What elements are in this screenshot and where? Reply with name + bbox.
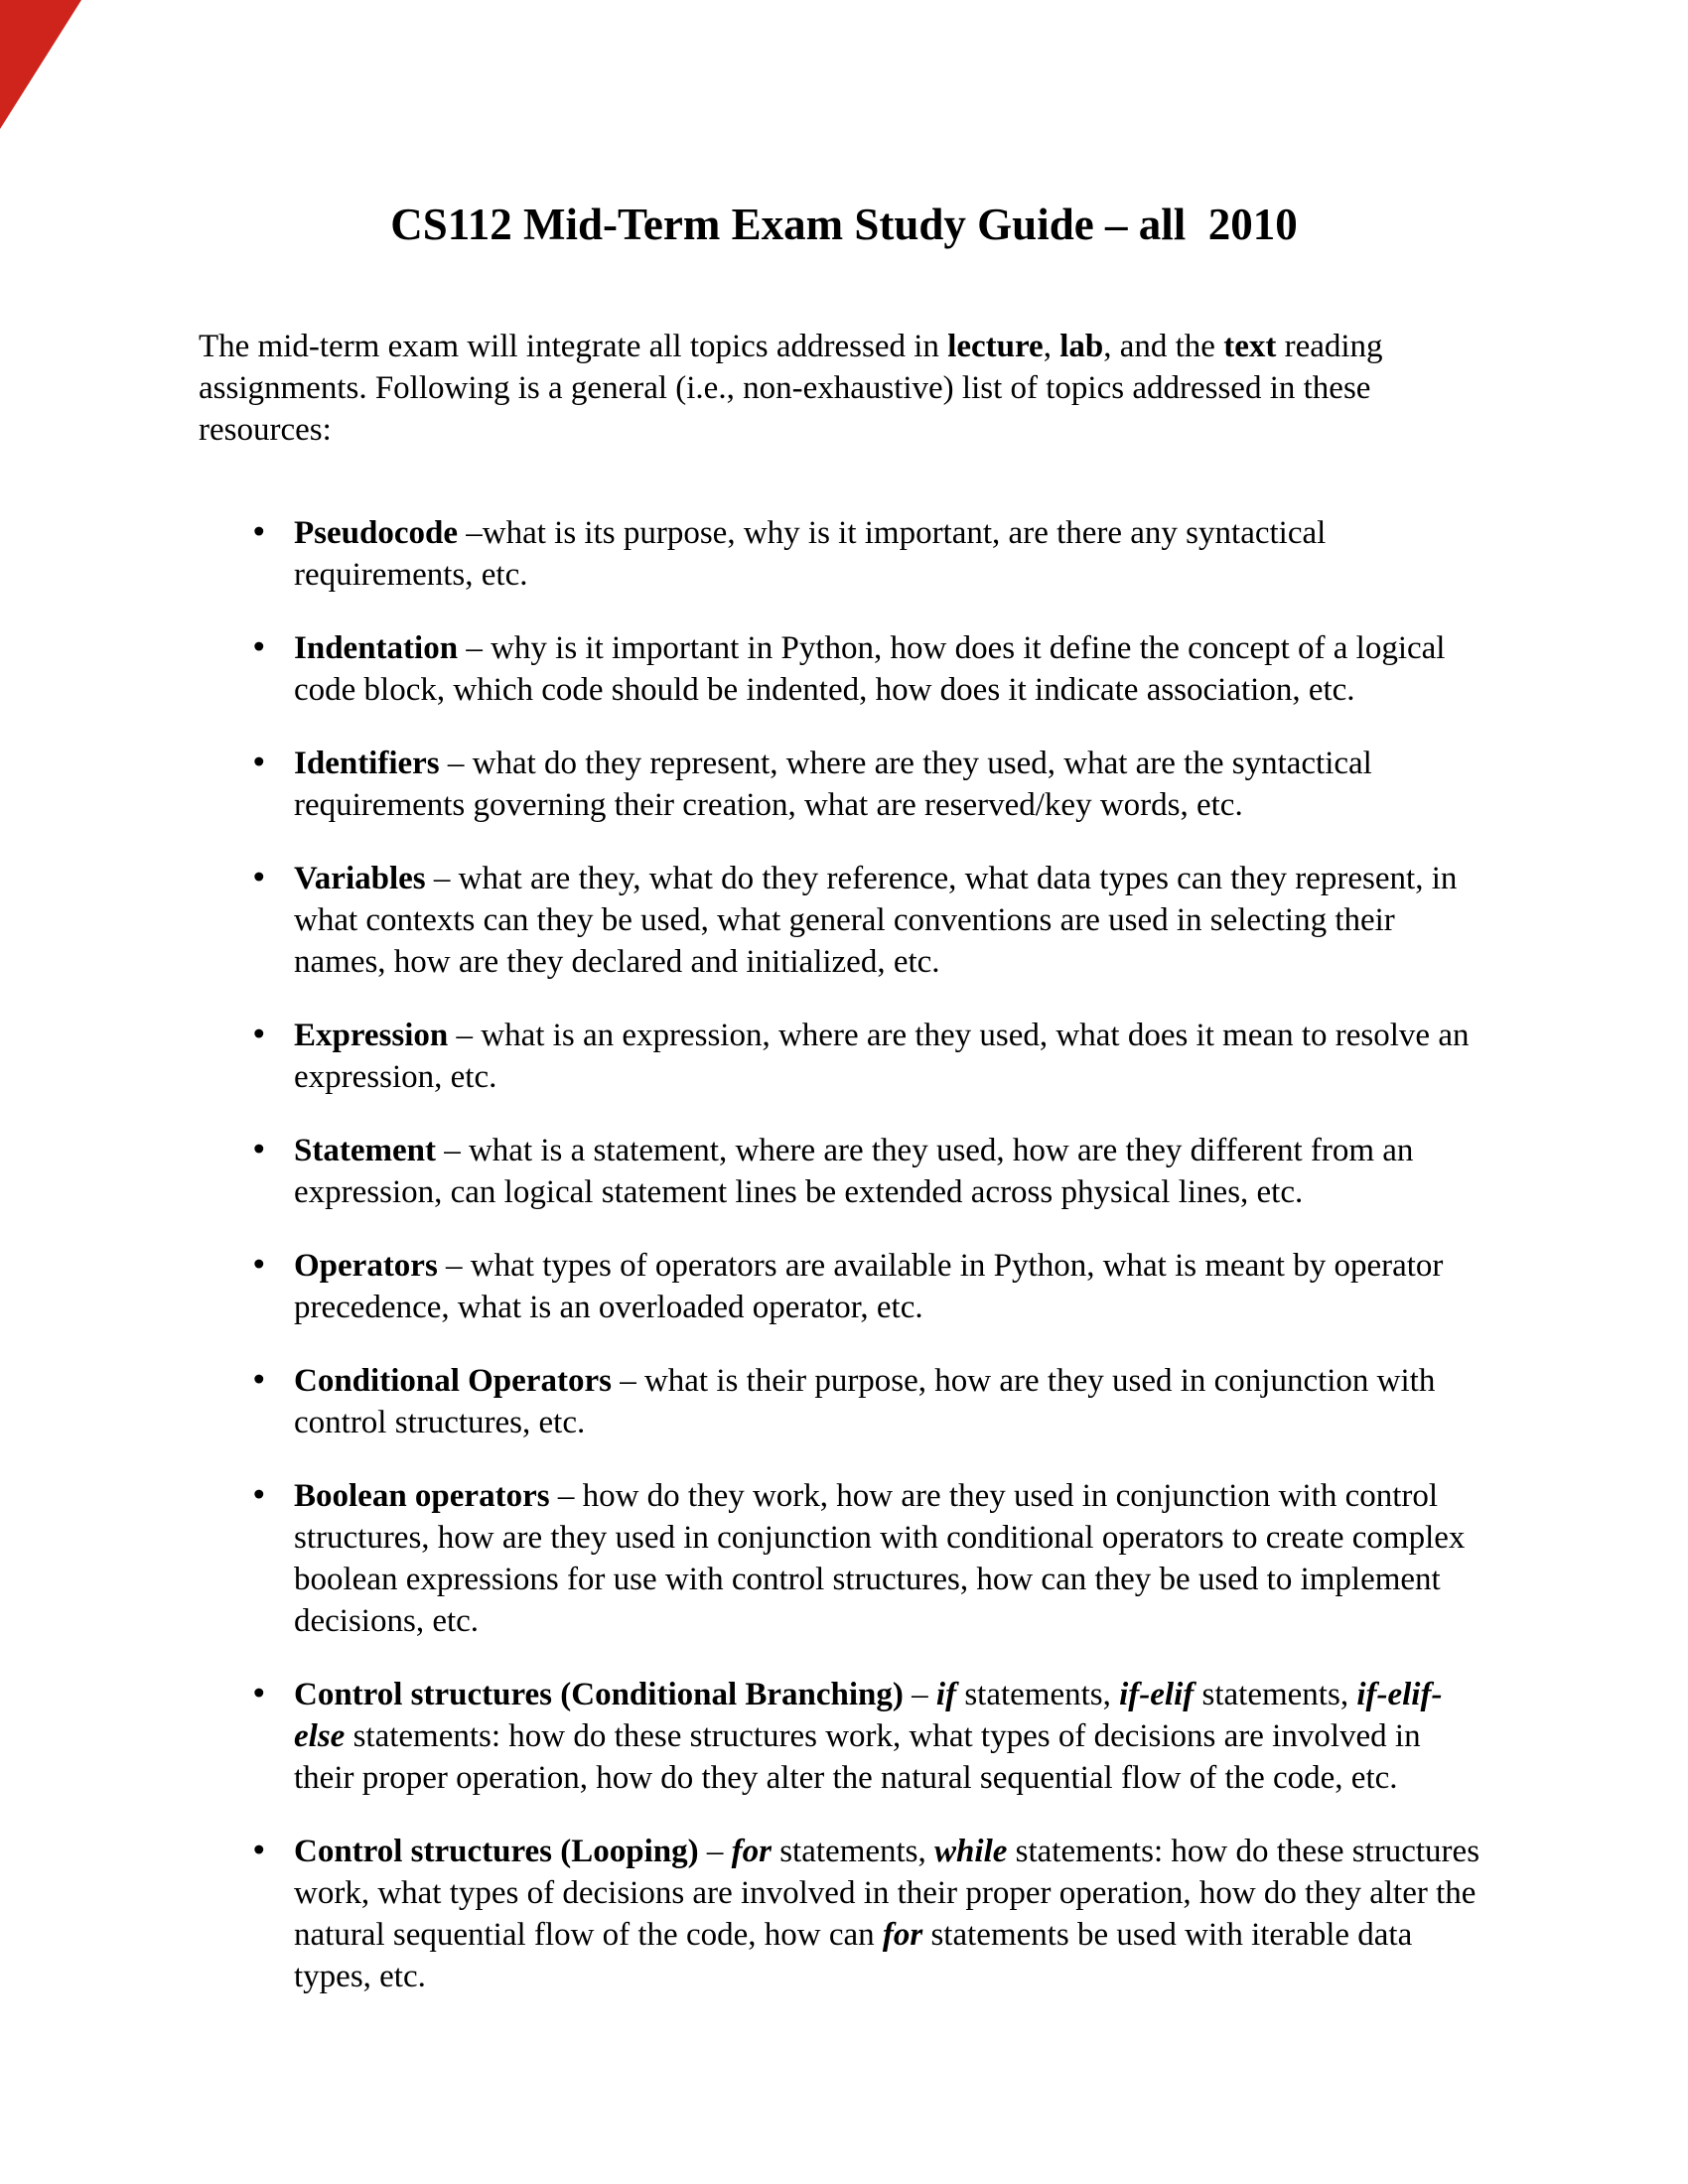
text-run: , and the	[1103, 329, 1224, 364]
text-run: Control structures (Looping)	[294, 1834, 699, 1869]
text-run: –	[698, 1834, 732, 1869]
text-run: Identifiers	[294, 746, 440, 781]
text-run: Statement	[294, 1133, 436, 1168]
text-run: – why is it important in Python, how does it define the concept of a logical code block, which code should be indented, how does it indicate association, etc.	[294, 630, 1446, 708]
list-item	[294, 1130, 1485, 1213]
list-item	[294, 1360, 1485, 1443]
text-run: for	[731, 1834, 772, 1869]
text-run: statements be used with iterable data types, etc.	[294, 1917, 1413, 1994]
list-item	[294, 627, 1485, 711]
list-item	[294, 1015, 1485, 1098]
text-run: text	[1223, 329, 1277, 364]
list-item	[294, 858, 1485, 983]
text-run: if-elif-else	[294, 1677, 1443, 1754]
text-run: –	[903, 1677, 936, 1712]
text-run: – how do they work, how are they used in conjunction with control structures, how are they used in conjunction with conditional operators to create complex boolean expressions for use with control structures, how can they be used to implement decisions, etc.	[294, 1478, 1466, 1639]
text-run: if	[935, 1677, 957, 1712]
topics-list	[0, 512, 1688, 1997]
text-run: lab	[1059, 329, 1104, 364]
text-run: – what is an expression, where are they used, what does it mean to resolve an expression, etc.	[294, 1018, 1470, 1095]
text-run: Variables	[294, 861, 426, 896]
list-item	[294, 1674, 1485, 1799]
text-run: statements,	[1194, 1677, 1357, 1712]
text-run: statements: how do these structures work, what types of decisions are involved in their proper operation, how do they alter the natural sequential flow of the code, how can	[294, 1834, 1480, 1953]
text-run: while	[934, 1834, 1008, 1869]
text-run: Boolean operators	[294, 1478, 550, 1514]
text-run: – what types of operators are available in Python, what is meant by operator precedence, what is an overloaded operator, etc.	[294, 1248, 1444, 1325]
list-item	[294, 743, 1485, 826]
text-run: Pseudocode	[294, 515, 458, 551]
list-item	[294, 1475, 1485, 1642]
text-run: Conditional Operators	[294, 1363, 612, 1399]
page-title: CS112 Mid-Term Exam Study Guide – all 2010	[390, 200, 1298, 249]
text-run: – what is their purpose, how are they used in conjunction with control structures, etc.	[294, 1363, 1436, 1440]
text-run: Operators	[294, 1248, 438, 1284]
list-item	[294, 1245, 1485, 1328]
list-item	[294, 512, 1485, 596]
red-corner-marker	[0, 0, 81, 129]
text-run: statements,	[956, 1677, 1120, 1712]
text-run: –what is its purpose, why is it important, are there any syntactical requirements, etc.	[294, 515, 1327, 593]
text-run: – what is a statement, where are they used, how are they different from an expression, can logical statement lines be extended across physical lines, etc.	[294, 1133, 1414, 1210]
text-run: Indentation	[294, 630, 459, 666]
text-run: Control structures (Conditional Branching)	[294, 1677, 904, 1712]
text-run: reading assignments. Following is a general (i.e., non-exhaustive) list of topics addressed in these resources:	[199, 329, 1383, 448]
list-item	[294, 1831, 1485, 1997]
text-run: – what do they represent, where are they used, what are the syntactical requirements governing their creation, what are reserved/key words, etc.	[294, 746, 1372, 823]
text-run: – what are they, what do they reference, what data types can they represent, in what contexts can they be used, what general conventions are used in selecting their names, how are they declared and initialized, etc.	[294, 861, 1458, 980]
text-run: The mid-term exam will integrate all topics addressed in	[199, 329, 948, 364]
text-run: for	[882, 1917, 923, 1953]
text-run: if-elif	[1119, 1677, 1195, 1712]
text-run: lecture	[947, 329, 1044, 364]
intro-paragraph	[199, 326, 1412, 451]
text-run: statements,	[771, 1834, 935, 1869]
text-run: Expression	[294, 1018, 449, 1053]
text-run: ,	[1043, 329, 1060, 364]
text-run: statements: how do these structures work, what types of decisions are involved in their proper operation, how do they alter the natural sequential flow of the code, etc.	[294, 1718, 1421, 1796]
